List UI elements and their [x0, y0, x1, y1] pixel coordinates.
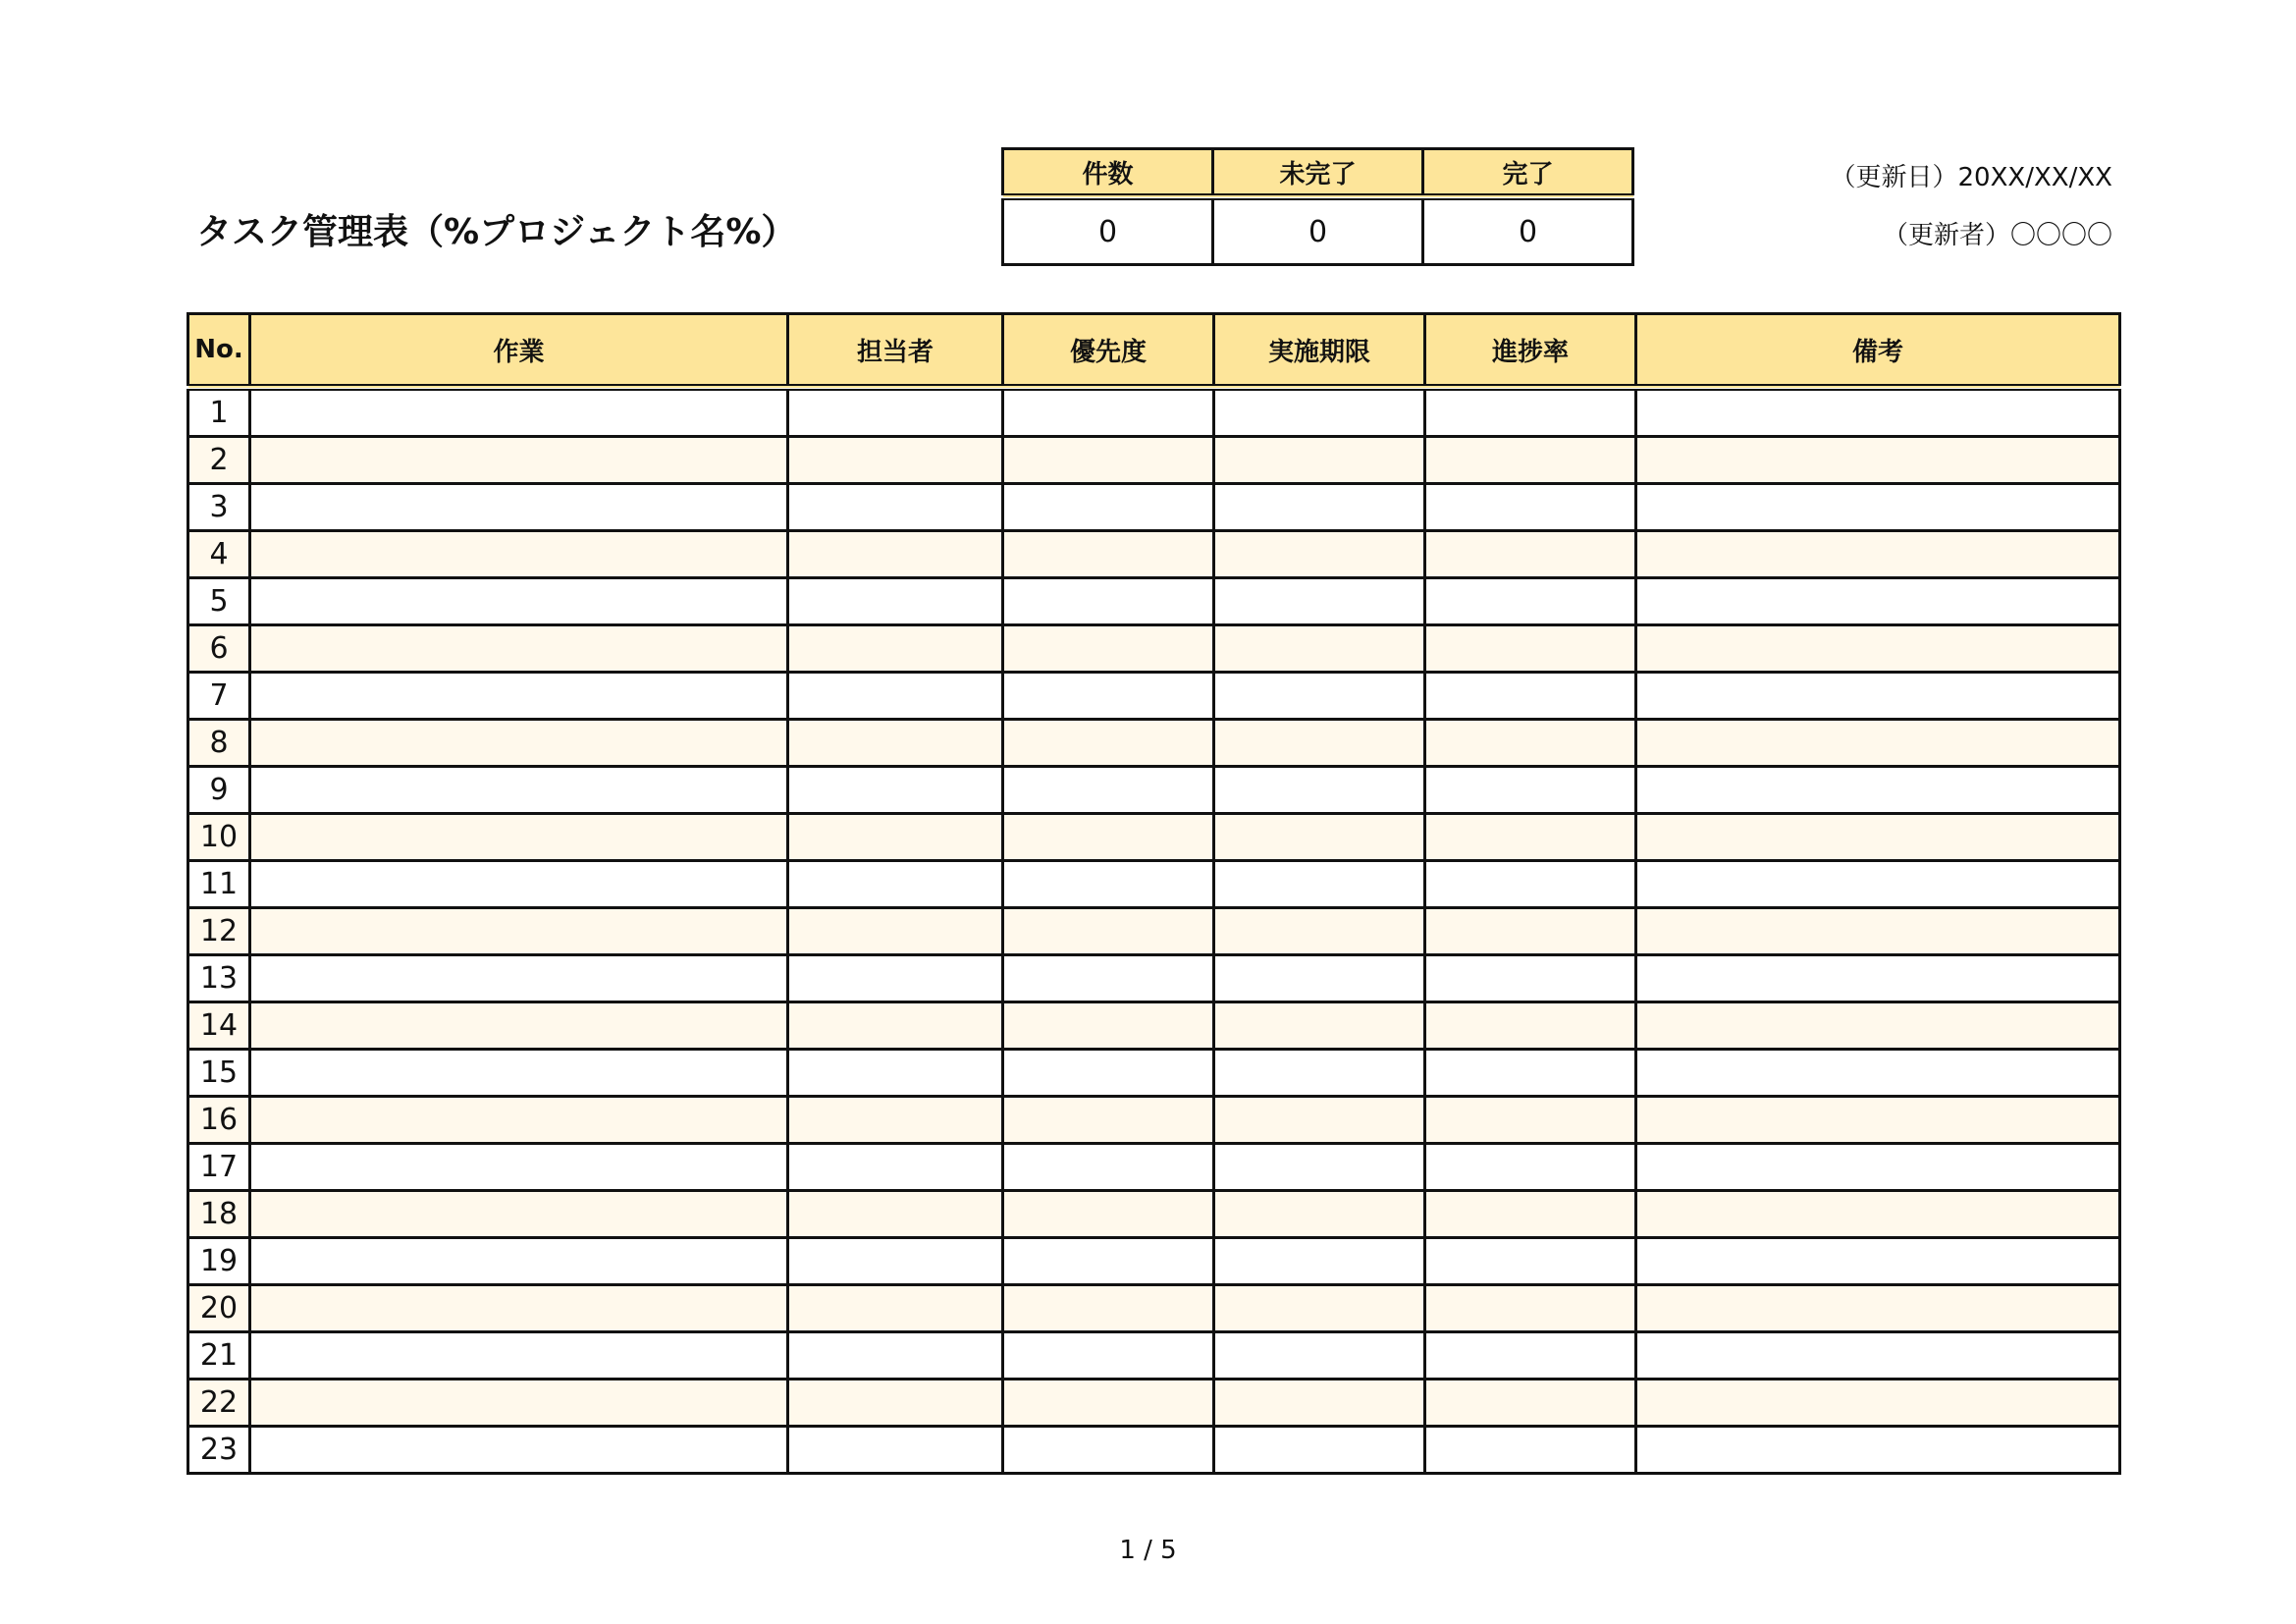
cell-notes[interactable]	[1636, 861, 2120, 908]
table-row	[188, 531, 2120, 578]
cell-priority[interactable]	[1003, 814, 1214, 861]
cell-progress[interactable]	[1425, 388, 1636, 437]
row-number: 9	[188, 767, 250, 814]
table-row	[188, 673, 2120, 720]
cell-notes[interactable]	[1636, 484, 2120, 531]
cell-assignee[interactable]	[788, 1285, 1003, 1332]
cell-notes[interactable]	[1636, 531, 2120, 578]
row-number: 16	[188, 1097, 250, 1144]
col-header-assignee: 担当者	[788, 314, 1003, 388]
cell-deadline[interactable]	[1214, 625, 1425, 673]
cell-assignee[interactable]	[788, 1238, 1003, 1285]
page-number: 1 / 5	[1119, 1536, 1177, 1565]
cell-notes[interactable]	[1636, 1097, 2120, 1144]
table-row	[188, 1238, 2120, 1285]
cell-deadline[interactable]	[1214, 437, 1425, 484]
row-number: 7	[188, 673, 250, 720]
cell-assignee[interactable]	[788, 861, 1003, 908]
cell-deadline[interactable]	[1214, 388, 1425, 437]
cell-priority[interactable]	[1003, 720, 1214, 767]
cell-priority[interactable]	[1003, 531, 1214, 578]
row-number: 11	[188, 861, 250, 908]
cell-task[interactable]	[250, 1191, 788, 1238]
cell-progress[interactable]	[1425, 531, 1636, 578]
cell-assignee[interactable]	[788, 484, 1003, 531]
cell-progress[interactable]	[1425, 625, 1636, 673]
table-row	[188, 1002, 2120, 1050]
cell-deadline[interactable]	[1214, 673, 1425, 720]
cell-notes[interactable]	[1636, 673, 2120, 720]
row-number: 20	[188, 1285, 250, 1332]
cell-deadline[interactable]	[1214, 767, 1425, 814]
cell-progress[interactable]	[1425, 484, 1636, 531]
cell-priority[interactable]	[1003, 484, 1214, 531]
cell-deadline[interactable]	[1214, 955, 1425, 1002]
cell-deadline[interactable]	[1214, 1002, 1425, 1050]
cell-deadline[interactable]	[1214, 1285, 1425, 1332]
cell-task[interactable]	[250, 955, 788, 1002]
cell-notes[interactable]	[1636, 437, 2120, 484]
task-table	[187, 312, 2121, 1475]
cell-assignee[interactable]	[788, 1144, 1003, 1191]
row-number: 15	[188, 1050, 250, 1097]
cell-task[interactable]	[250, 1427, 788, 1474]
col-header-priority: 優先度	[1003, 314, 1214, 388]
cell-task[interactable]	[250, 484, 788, 531]
cell-progress[interactable]	[1425, 1238, 1636, 1285]
cell-notes[interactable]	[1636, 908, 2120, 955]
cell-priority[interactable]	[1003, 1238, 1214, 1285]
cell-priority[interactable]	[1003, 437, 1214, 484]
cell-priority[interactable]	[1003, 1097, 1214, 1144]
cell-priority[interactable]	[1003, 1427, 1214, 1474]
summary-value-incomplete: 0	[1213, 197, 1423, 265]
cell-task[interactable]	[250, 1002, 788, 1050]
cell-priority[interactable]	[1003, 955, 1214, 1002]
table-row	[188, 720, 2120, 767]
col-header-notes: 備考	[1636, 314, 2120, 388]
row-number: 17	[188, 1144, 250, 1191]
table-row	[188, 1050, 2120, 1097]
table-row	[188, 625, 2120, 673]
row-number: 21	[188, 1332, 250, 1380]
cell-assignee[interactable]	[788, 814, 1003, 861]
summary-header-incomplete: 未完了	[1213, 149, 1423, 197]
cell-priority[interactable]	[1003, 908, 1214, 955]
cell-priority[interactable]	[1003, 388, 1214, 437]
cell-task[interactable]	[250, 1332, 788, 1380]
cell-task[interactable]	[250, 1380, 788, 1427]
cell-task[interactable]	[250, 673, 788, 720]
row-number: 13	[188, 955, 250, 1002]
cell-notes[interactable]	[1636, 388, 2120, 437]
row-number: 10	[188, 814, 250, 861]
row-number: 12	[188, 908, 250, 955]
cell-notes[interactable]	[1636, 955, 2120, 1002]
cell-task[interactable]	[250, 578, 788, 625]
cell-assignee[interactable]	[788, 720, 1003, 767]
cell-priority[interactable]	[1003, 1002, 1214, 1050]
cell-assignee[interactable]	[788, 1427, 1003, 1474]
cell-assignee[interactable]	[788, 437, 1003, 484]
cell-priority[interactable]	[1003, 1285, 1214, 1332]
cell-task[interactable]	[250, 720, 788, 767]
cell-assignee[interactable]	[788, 388, 1003, 437]
cell-notes[interactable]	[1636, 1427, 2120, 1474]
cell-progress[interactable]	[1425, 1332, 1636, 1380]
cell-priority[interactable]	[1003, 1332, 1214, 1380]
cell-progress[interactable]	[1425, 1144, 1636, 1191]
task-table-header	[188, 314, 2120, 388]
row-number: 18	[188, 1191, 250, 1238]
cell-notes[interactable]	[1636, 1191, 2120, 1238]
cell-assignee[interactable]	[788, 1191, 1003, 1238]
cell-priority[interactable]	[1003, 673, 1214, 720]
row-number: 1	[188, 388, 250, 437]
table-row	[188, 814, 2120, 861]
cell-deadline[interactable]	[1214, 1050, 1425, 1097]
summary-value-count: 0	[1003, 197, 1213, 265]
cell-priority[interactable]	[1003, 625, 1214, 673]
cell-task[interactable]	[250, 1097, 788, 1144]
row-number: 8	[188, 720, 250, 767]
updated-date: （更新日）20XX/XX/XX	[1830, 163, 2112, 192]
cell-assignee[interactable]	[788, 908, 1003, 955]
cell-assignee[interactable]	[788, 578, 1003, 625]
cell-progress[interactable]	[1425, 814, 1636, 861]
cell-priority[interactable]	[1003, 1380, 1214, 1427]
table-row	[188, 767, 2120, 814]
cell-notes[interactable]	[1636, 625, 2120, 673]
cell-notes[interactable]	[1636, 720, 2120, 767]
cell-deadline[interactable]	[1214, 531, 1425, 578]
cell-progress[interactable]	[1425, 1285, 1636, 1332]
row-number: 22	[188, 1380, 250, 1427]
col-header-task: 作業	[250, 314, 788, 388]
col-header-deadline: 実施期限	[1214, 314, 1425, 388]
updated-by: （更新者）〇〇〇〇	[1882, 221, 2112, 250]
cell-deadline[interactable]	[1214, 484, 1425, 531]
cell-assignee[interactable]	[788, 1097, 1003, 1144]
cell-progress[interactable]	[1425, 955, 1636, 1002]
cell-assignee[interactable]	[788, 673, 1003, 720]
cell-notes[interactable]	[1636, 1380, 2120, 1427]
cell-assignee[interactable]	[788, 625, 1003, 673]
cell-deadline[interactable]	[1214, 1332, 1425, 1380]
summary-table	[1001, 147, 1634, 266]
summary-header-count: 件数	[1003, 149, 1213, 197]
cell-notes[interactable]	[1636, 578, 2120, 625]
cell-progress[interactable]	[1425, 1002, 1636, 1050]
cell-progress[interactable]	[1425, 720, 1636, 767]
cell-priority[interactable]	[1003, 861, 1214, 908]
cell-deadline[interactable]	[1214, 1238, 1425, 1285]
cell-deadline[interactable]	[1214, 1191, 1425, 1238]
table-row	[188, 578, 2120, 625]
cell-task[interactable]	[250, 1050, 788, 1097]
page-title: タスク管理表（%プロジェクト名%）	[196, 212, 797, 252]
cell-deadline[interactable]	[1214, 578, 1425, 625]
table-row	[188, 1332, 2120, 1380]
cell-task[interactable]	[250, 814, 788, 861]
cell-progress[interactable]	[1425, 1191, 1636, 1238]
cell-notes[interactable]	[1636, 1002, 2120, 1050]
cell-task[interactable]	[250, 1238, 788, 1285]
cell-assignee[interactable]	[788, 1002, 1003, 1050]
cell-progress[interactable]	[1425, 1050, 1636, 1097]
table-row	[188, 1191, 2120, 1238]
cell-notes[interactable]	[1636, 1332, 2120, 1380]
cell-task[interactable]	[250, 437, 788, 484]
cell-deadline[interactable]	[1214, 814, 1425, 861]
cell-task[interactable]	[250, 531, 788, 578]
cell-task[interactable]	[250, 1144, 788, 1191]
cell-task[interactable]	[250, 861, 788, 908]
table-row	[188, 437, 2120, 484]
cell-progress[interactable]	[1425, 673, 1636, 720]
cell-notes[interactable]	[1636, 1285, 2120, 1332]
table-row	[188, 1427, 2120, 1474]
row-number: 5	[188, 578, 250, 625]
cell-task[interactable]	[250, 1285, 788, 1332]
row-number: 4	[188, 531, 250, 578]
cell-assignee[interactable]	[788, 955, 1003, 1002]
table-row	[188, 861, 2120, 908]
cell-deadline[interactable]	[1214, 908, 1425, 955]
cell-task[interactable]	[250, 625, 788, 673]
summary-header-complete: 完了	[1423, 149, 1633, 197]
cell-notes[interactable]	[1636, 814, 2120, 861]
cell-assignee[interactable]	[788, 767, 1003, 814]
cell-notes[interactable]	[1636, 1144, 2120, 1191]
row-number: 2	[188, 437, 250, 484]
cell-deadline[interactable]	[1214, 1380, 1425, 1427]
table-row	[188, 388, 2120, 437]
row-number: 14	[188, 1002, 250, 1050]
cell-progress[interactable]	[1425, 437, 1636, 484]
cell-deadline[interactable]	[1214, 1097, 1425, 1144]
table-row	[188, 908, 2120, 955]
table-row	[188, 955, 2120, 1002]
cell-progress[interactable]	[1425, 1427, 1636, 1474]
row-number: 3	[188, 484, 250, 531]
table-row	[188, 484, 2120, 531]
cell-priority[interactable]	[1003, 578, 1214, 625]
cell-notes[interactable]	[1636, 1238, 2120, 1285]
col-header-no: No.	[188, 314, 250, 388]
table-row	[188, 1144, 2120, 1191]
cell-task[interactable]	[250, 388, 788, 437]
cell-assignee[interactable]	[788, 1380, 1003, 1427]
table-row	[188, 1380, 2120, 1427]
col-header-progress: 進捗率	[1425, 314, 1636, 388]
cell-assignee[interactable]	[788, 1332, 1003, 1380]
cell-task[interactable]	[250, 908, 788, 955]
cell-progress[interactable]	[1425, 767, 1636, 814]
cell-assignee[interactable]	[788, 531, 1003, 578]
cell-notes[interactable]	[1636, 767, 2120, 814]
cell-deadline[interactable]	[1214, 1427, 1425, 1474]
row-number: 23	[188, 1427, 250, 1474]
cell-progress[interactable]	[1425, 908, 1636, 955]
cell-deadline[interactable]	[1214, 720, 1425, 767]
summary-value-complete: 0	[1423, 197, 1633, 265]
cell-assignee[interactable]	[788, 1050, 1003, 1097]
cell-progress[interactable]	[1425, 861, 1636, 908]
cell-priority[interactable]	[1003, 1144, 1214, 1191]
table-row	[188, 1097, 2120, 1144]
cell-deadline[interactable]	[1214, 1144, 1425, 1191]
cell-priority[interactable]	[1003, 767, 1214, 814]
cell-priority[interactable]	[1003, 1191, 1214, 1238]
cell-notes[interactable]	[1636, 1050, 2120, 1097]
row-number: 19	[188, 1238, 250, 1285]
row-number: 6	[188, 625, 250, 673]
cell-progress[interactable]	[1425, 1380, 1636, 1427]
cell-task[interactable]	[250, 767, 788, 814]
cell-progress[interactable]	[1425, 578, 1636, 625]
cell-priority[interactable]	[1003, 1050, 1214, 1097]
cell-progress[interactable]	[1425, 1097, 1636, 1144]
table-row	[188, 1285, 2120, 1332]
cell-deadline[interactable]	[1214, 861, 1425, 908]
